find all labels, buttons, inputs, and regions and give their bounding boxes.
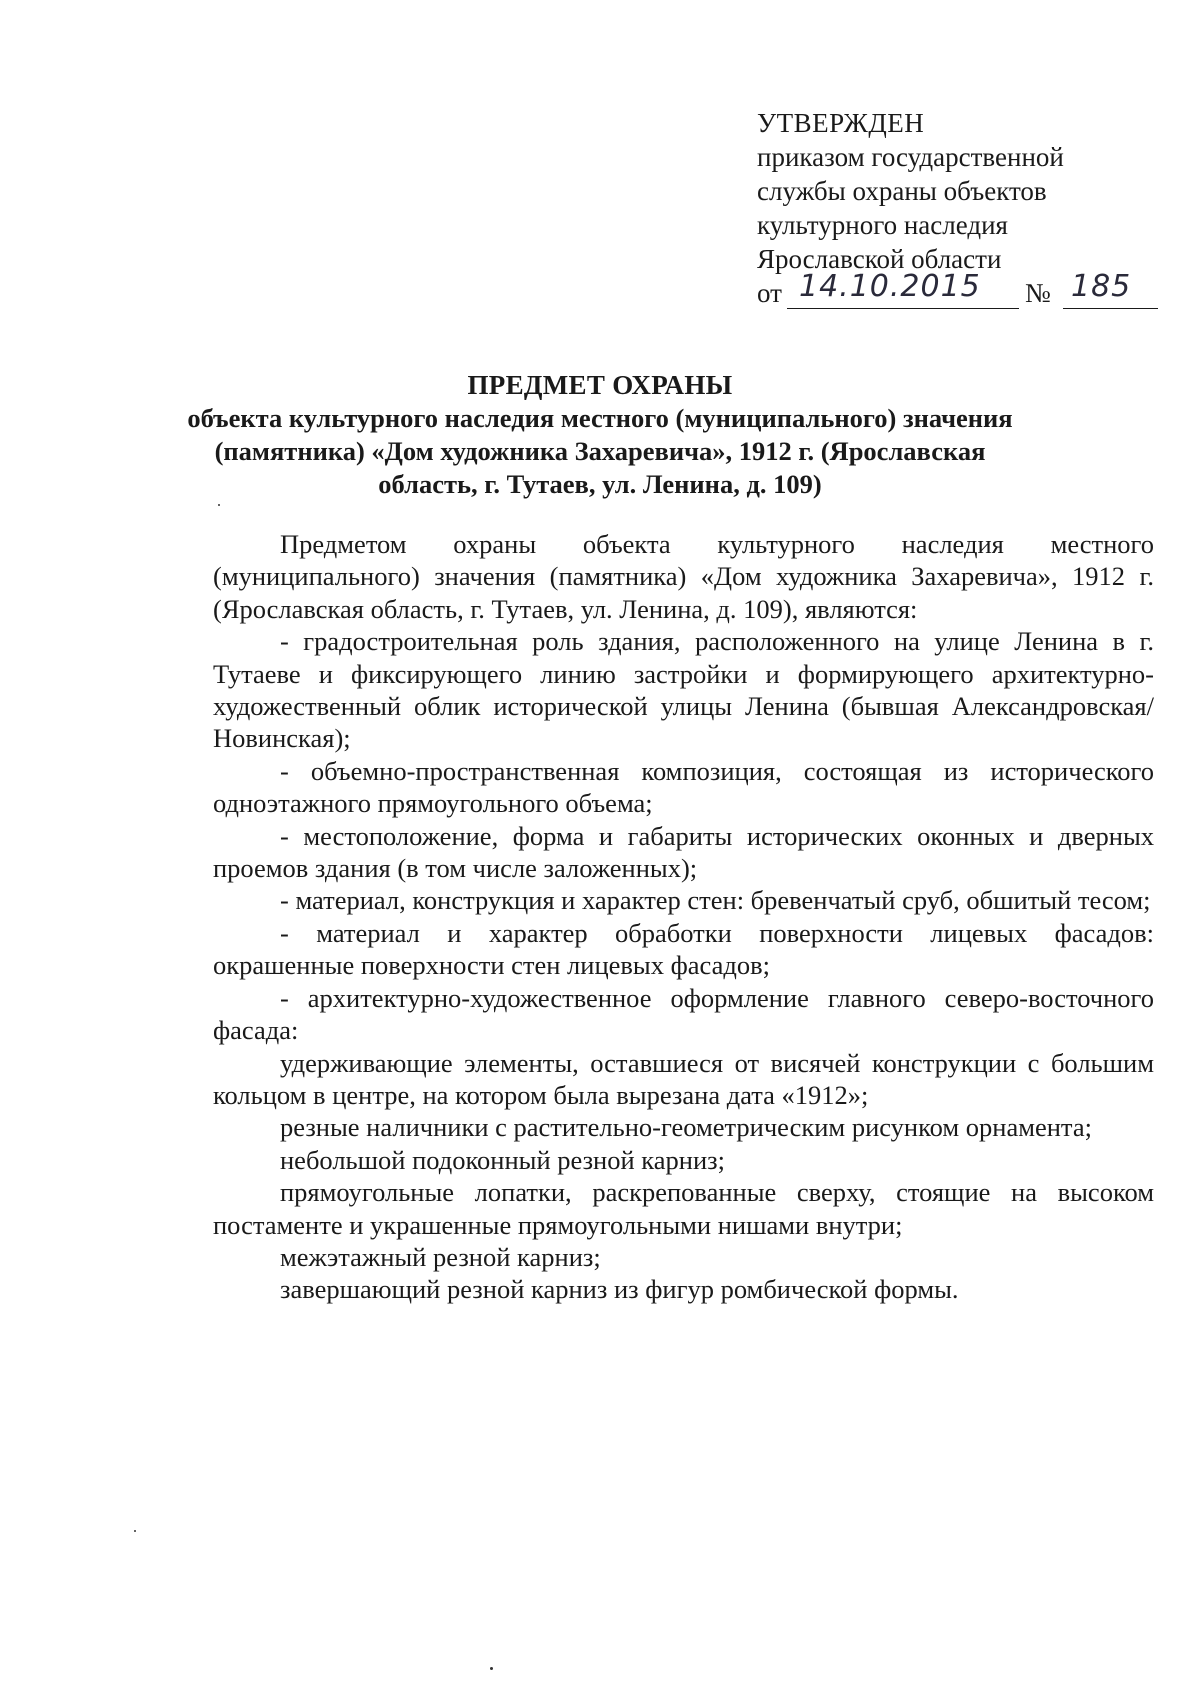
approval-line: Ярославской области [757, 244, 1002, 274]
list-item: - материал и характер обработки поверхности лицевых фасадов: окрашенные поверхности стен лицевых фасадов; [213, 917, 1154, 981]
handwritten-number: 185 [1071, 269, 1132, 304]
sub-list-item: резные наличники с растительно-геометрическим рисунком орнамента; [280, 1112, 1092, 1143]
approval-stamp [757, 106, 1157, 312]
order-date-number-line [757, 269, 1157, 312]
list-item: - градостроительная роль здания, расположенного на улице Ленина в г. Тутаеве и фиксирующего линию застройки и формирующего архитектурно-художественный облик исторической улицы Ленина (бывшая Александровская/Новинская); [213, 626, 1154, 754]
sub-list-item: прямоугольные лопатки, раскрепованные сверху, стоящие на высоком постаменте и украшенные прямоугольными нишами внутри; [213, 1177, 1154, 1240]
title-subline: (памятника) «Дом художника Захаревича», 1912 г. (Ярославская [214, 436, 986, 466]
title-subline: область, г. Тутаев, ул. Ленина, д. 109) [378, 469, 822, 499]
order-date-field [787, 269, 1019, 309]
scan-speck [218, 504, 220, 506]
order-number-field [1063, 269, 1158, 309]
sub-list-item: межэтажный резной карниз; [280, 1241, 601, 1272]
list-item: - материал, конструкция и характер стен: бревенчатый сруб, обшитый тесом; [280, 885, 1151, 916]
approval-line: культурного наследия [757, 210, 1008, 240]
scan-speck [490, 1667, 493, 1670]
document-body [213, 528, 1154, 1306]
sub-list-item: удерживающие элементы, оставшиеся от висячей конструкции с большим кольцом в центре, на котором была вырезана дата «1912»; [213, 1047, 1154, 1110]
approval-line: службы охраны объектов [757, 176, 1047, 206]
document-title: ПРЕДМЕТ ОХРАНЫ [467, 370, 733, 400]
list-item: - объемно-пространственная композиция, состоящая из исторического одноэтажного прямоугольного объема; [213, 755, 1154, 819]
handwritten-date: 14.10.2015 [799, 269, 981, 304]
from-label: от [757, 278, 782, 308]
approval-line: приказом государственной [757, 142, 1064, 172]
intro-paragraph: Предметом охраны объекта культурного наследия местного (муниципального) значения (памятника) «Дом художника Захаревича», 1912 г. (Ярославская область, г. Тутаев, ул. Ленина, д. 109), являются: [213, 529, 1154, 624]
sub-list-item: небольшой подоконный резной карниз; [280, 1144, 725, 1175]
list-item: - местоположение, форма и габариты исторических оконных и дверных проемов здания (в том числе заложенных); [213, 820, 1154, 884]
scan-speck [134, 1530, 136, 1532]
list-item: - архитектурно-художественное оформление главного северо-восточного фасада: [213, 982, 1154, 1046]
sub-list-item: завершающий резной карниз из фигур ромбической формы. [280, 1274, 959, 1305]
approval-heading: УТВЕРЖДЕН [757, 108, 925, 138]
document-title-block [150, 369, 1050, 501]
title-subline: объекта культурного наследия местного (муниципального) значения [187, 403, 1013, 433]
number-label: № [1025, 278, 1051, 308]
